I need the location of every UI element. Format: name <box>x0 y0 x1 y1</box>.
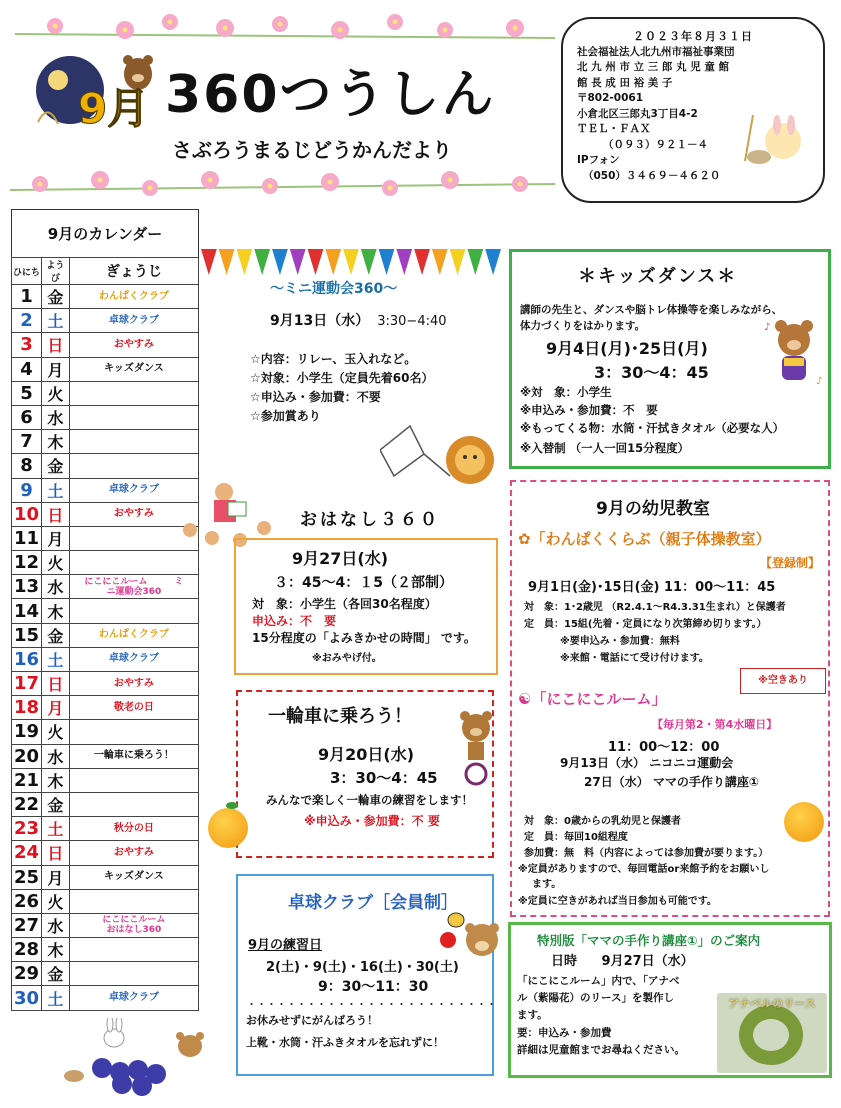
calendar-weekday: 土 <box>41 309 69 333</box>
undokai-date <box>270 310 447 330</box>
calendar-day: 19 <box>12 720 42 744</box>
niko-note-1b: ます。 <box>532 879 562 890</box>
bunting-flag <box>272 249 288 275</box>
takkyu-time: 9：30～11：30 <box>318 979 429 995</box>
calendar-event: にこにこルーム おはなし360 <box>69 913 198 937</box>
calendar-weekday: 月 <box>41 696 69 720</box>
calendar-weekday: 月 <box>41 865 69 889</box>
bunting-flag <box>379 249 395 275</box>
kids-dance-box <box>509 249 831 469</box>
calendar-weekday: 木 <box>41 430 69 454</box>
calendar-weekday: 日 <box>41 841 69 865</box>
bunting-flag <box>467 249 483 275</box>
calendar-weekday: 火 <box>41 889 69 913</box>
calendar-day: 24 <box>12 841 42 865</box>
calendar-event <box>69 454 198 478</box>
calendar-day: 25 <box>12 865 42 889</box>
calendar-event: 卓球クラブ <box>69 478 198 502</box>
calendar-row <box>12 938 199 962</box>
ohanashi-title: おはなし３６０ <box>300 510 440 530</box>
calendar-row <box>12 551 199 575</box>
calendar-row <box>12 986 199 1010</box>
month-badge <box>28 52 158 142</box>
kids-item: ※対 象：小学生 <box>520 385 612 399</box>
calendar-event: わんぱくクラブ <box>69 623 198 647</box>
director-name: 館 長 成 田 裕 美 子 <box>577 76 673 89</box>
bear-unicycle-icon <box>448 708 508 788</box>
niko-fee: 参加費：無 料（内容によっては参加費が要ります。） <box>524 848 769 859</box>
calendar-row <box>12 526 199 550</box>
ichirin-title: 一輪車に乗ろう！ <box>268 706 412 727</box>
tokubetsu-date-value: 9月27日（水） <box>601 954 694 969</box>
calendar-row <box>12 381 199 405</box>
undokai-details <box>250 350 433 426</box>
ip-number: （050）３４６９－４６２０ <box>583 169 721 182</box>
youji-title: 9月の幼児教室 <box>596 499 710 519</box>
calendar-weekday: 月 <box>41 357 69 381</box>
calendar-weekday: 水 <box>41 913 69 937</box>
tokubetsu-body-3: ます。 <box>517 1009 548 1021</box>
vacancy-badge: ※空きあり <box>740 668 826 694</box>
calendar-row <box>12 478 199 502</box>
calendar-row <box>12 309 199 333</box>
bunting-flag <box>237 249 253 275</box>
flower-garland-top <box>15 8 555 42</box>
calendar-event: おやすみ <box>69 333 198 357</box>
issue-date: ２０２３年８月３１日 <box>633 30 753 43</box>
takkyu-msg1: お休みせずにがんばろう！ <box>246 1014 378 1027</box>
calendar-weekday: 水 <box>41 405 69 429</box>
calendar-event <box>69 720 198 744</box>
calendar-event <box>69 430 198 454</box>
calendar-row <box>12 865 199 889</box>
niko-date-2: 27日（水） ママの手作り講座① <box>584 775 760 789</box>
calendar-row <box>12 623 199 647</box>
bunting-flag <box>396 249 412 275</box>
flower-garland-top-art <box>15 8 555 42</box>
calendar-row <box>12 672 199 696</box>
calendar-event <box>69 962 198 986</box>
ichirin-note: ※申込み・参加費：不 要 <box>304 814 440 828</box>
calendar-weekday: 日 <box>41 672 69 696</box>
bunting-flag <box>254 249 270 275</box>
calendar-title: 9月のカレンダー <box>11 209 199 257</box>
calendar-day: 4 <box>12 357 42 381</box>
ohanashi-note: ※おみやげ付。 <box>312 653 382 664</box>
calendar-weekday: 土 <box>41 817 69 841</box>
takkyu-msg2: 上靴・水筒・汗ふきタオルを忘れずに！ <box>246 1036 444 1049</box>
bunting-flag <box>325 249 341 275</box>
calendar-header-day: ひにち <box>12 258 42 285</box>
kids-intro-1: 講師の先生と、ダンスや脳トレ体操等を楽しみながら、 <box>520 304 783 316</box>
calendar-weekday: 土 <box>41 647 69 671</box>
ohanashi-time: ３：45～4：１5（２部制） <box>274 575 453 591</box>
calendar-weekday: 水 <box>41 744 69 768</box>
kids-date: 9月4日(月)･25日(月) <box>546 339 708 358</box>
calendar-day: 10 <box>12 502 42 526</box>
tokubetsu-date-label: 日時 <box>551 954 578 969</box>
month-badge-text: 9月 <box>78 84 150 133</box>
calendar-event: 敬老の日 <box>69 696 198 720</box>
undokai-item: ☆対象：小学生（定員先着60名） <box>250 371 434 385</box>
undokai-item: ☆参加賞あり <box>250 409 321 423</box>
calendar-weekday: 火 <box>41 720 69 744</box>
ichirin-desc: みんなで楽しく一輪車の練習をします！ <box>266 793 473 807</box>
bunting-flag <box>361 249 377 275</box>
youji-box <box>510 480 830 917</box>
takkyu-title: 卓球クラブ［会員制］ <box>288 893 458 913</box>
flower-garland-bottom-art <box>10 166 555 200</box>
tokubetsu-apply: 要：申込み・参加費 <box>517 1027 612 1039</box>
calendar-event: おやすみ <box>69 841 198 865</box>
svg-text:♪: ♪ <box>816 376 823 387</box>
niko-target: 対 象：0歳からの乳幼児と保護者 <box>524 816 681 827</box>
orange-fruit-icon <box>208 808 248 848</box>
calendar-row <box>12 768 199 792</box>
calendar-row <box>12 502 199 526</box>
calendar-event: キッズダンス <box>69 357 198 381</box>
calendar-header-event: ぎょうじ <box>69 258 198 285</box>
calendar-day: 15 <box>12 623 42 647</box>
wreath-photo <box>717 993 827 1073</box>
calendar-day: 18 <box>12 696 42 720</box>
calendar-event: おやすみ <box>69 502 198 526</box>
newsletter-title: 360つうしん <box>165 65 496 125</box>
undokai-title: ～ミニ運動会360～ <box>270 281 398 297</box>
calendar-event <box>69 405 198 429</box>
calendar-day: 9 <box>12 478 42 502</box>
calendar-event <box>69 768 198 792</box>
calendar-row <box>12 575 199 599</box>
wanpaku-capacity: 定 員：15組(先着・定員になり次第締め切ります。） <box>524 619 767 630</box>
orange-fruit-icon <box>784 802 824 842</box>
calendar-day: 23 <box>12 817 42 841</box>
calendar-row <box>12 720 199 744</box>
bunting-flag <box>485 249 501 275</box>
contact-info-box <box>561 17 825 203</box>
wanpaku-note-2: ※来館・電話にて受け付けます。 <box>560 653 709 664</box>
bunting-flag <box>290 249 306 275</box>
calendar-event <box>69 792 198 816</box>
calendar-weekday: 日 <box>41 502 69 526</box>
calendar-row <box>12 647 199 671</box>
leaf-icon <box>226 802 238 809</box>
wanpaku-date: 9月1日(金)･15日(金) 11：00～11：45 <box>528 580 776 595</box>
calendar-day: 28 <box>12 938 42 962</box>
niko-tag: 【毎月第2・第4水曜日】 <box>652 718 778 731</box>
niko-title-text: 「にこにこルーム」 <box>531 690 667 708</box>
orange-flower-icon: ✿ <box>518 530 531 548</box>
calendar-event: にこにこルーム ミ ニ運動会360 <box>69 575 198 599</box>
niko-date-1: 9月13日（水） ニコニコ運動会 <box>560 756 734 770</box>
ohanashi-desc: 15分程度の「よみきかせの時間」 です。 <box>252 631 476 645</box>
calendar-row <box>12 913 199 937</box>
svg-text:♪: ♪ <box>764 322 771 333</box>
wanpaku-title <box>518 528 771 549</box>
address: 小倉北区三郎丸3丁目4-2 <box>577 107 698 120</box>
wanpaku-tag: 【登録制】 <box>759 556 820 570</box>
calendar-event: キッズダンス <box>69 865 198 889</box>
calendar-weekday: 金 <box>41 962 69 986</box>
wanpaku-note-1: ※要申込み・参加費：無料 <box>560 636 680 647</box>
calendar-row <box>12 889 199 913</box>
niko-title <box>518 688 666 709</box>
kids-time: 3：30～4：45 <box>594 363 709 382</box>
calendar-day: 21 <box>12 768 42 792</box>
calendar-weekday: 土 <box>41 986 69 1010</box>
calendar-weekday: 金 <box>41 623 69 647</box>
calendar-day: 13 <box>12 575 42 599</box>
tokubetsu-body-1: 「にこにこルーム」内で、「アナベ <box>517 975 680 987</box>
calendar-weekday: 金 <box>41 285 69 309</box>
ohanashi-date: 9月27日(水) <box>292 549 389 568</box>
bunting-flag <box>414 249 430 275</box>
wreath-ring-icon <box>739 1005 803 1065</box>
lion-flag-icon <box>380 420 500 500</box>
ohanashi-target: 対 象：小学生（各回30名程度） <box>252 597 437 611</box>
calendar-day: 17 <box>12 672 42 696</box>
calendar-row <box>12 696 199 720</box>
calendar-event: おやすみ <box>69 672 198 696</box>
ohanashi-box <box>234 538 498 675</box>
calendar-event: わんぱくクラブ <box>69 285 198 309</box>
calendar-row <box>12 405 199 429</box>
calendar-weekday: 水 <box>41 575 69 599</box>
calendar-header-dow: ようび <box>41 258 69 285</box>
calendar-event <box>69 599 198 623</box>
calendar-row <box>12 333 199 357</box>
calendar-row <box>12 285 199 309</box>
takkyu-subtitle: 9月の練習日 <box>248 938 323 953</box>
bunting-flag <box>343 249 359 275</box>
wreath-photo-label: アナベルのリース <box>728 997 816 1010</box>
tokubetsu-title: 特別版「ママの手作り講座①」のご案内 <box>537 933 761 948</box>
kids-intro-2: 体力づくりをはかります。 <box>520 320 646 332</box>
bunting-flag <box>432 249 448 275</box>
calendar-event <box>69 381 198 405</box>
undokai-item: ☆内容：リレー、玉入れなど。 <box>250 352 417 366</box>
kids-item: ※入替制 （一人一回15分程度） <box>520 441 690 455</box>
calendar-day: 26 <box>12 889 42 913</box>
facility-name: 北 九 州 市 立 三 郎 丸 児 童 館 <box>577 61 730 73</box>
calendar-table <box>11 257 199 1011</box>
calendar-day: 14 <box>12 599 42 623</box>
calendar-day: 11 <box>12 526 42 550</box>
calendar-weekday: 火 <box>41 381 69 405</box>
undokai-time: 3:30−4:40 <box>377 314 447 329</box>
undokai-date-text: 9月13日（水） <box>270 313 370 329</box>
calendar-day: 5 <box>12 381 42 405</box>
wanpaku-target: 対 象：1･2歳児 （R2.4.1～R4.3.31生まれ）と保護者 <box>524 602 786 613</box>
calendar-day: 2 <box>12 309 42 333</box>
ip-label: IPフォン <box>577 154 620 166</box>
calendar-weekday: 木 <box>41 768 69 792</box>
calendar-weekday: 日 <box>41 333 69 357</box>
niko-note-1: ※定員がありますので、毎回電話or来館予約をお願いし <box>518 864 770 875</box>
calendar-row <box>12 792 199 816</box>
calendar-row <box>12 817 199 841</box>
calendar-weekday: 火 <box>41 551 69 575</box>
rabbit-mochi-icon <box>739 111 809 171</box>
calendar-row <box>12 430 199 454</box>
calendar-row <box>12 744 199 768</box>
calendar-event: 卓球クラブ <box>69 647 198 671</box>
calendar-row <box>12 599 199 623</box>
calendar-day: 8 <box>12 454 42 478</box>
calendar-event: 一輪車に乗ろう！ <box>69 744 198 768</box>
calendar-day: 7 <box>12 430 42 454</box>
calendar-day: 22 <box>12 792 42 816</box>
bunting-flag <box>308 249 324 275</box>
tokubetsu-body-2: ル（紫陽花）のリース」を製作し <box>517 992 674 1004</box>
calendar-event <box>69 889 198 913</box>
calendar-event <box>69 938 198 962</box>
undokai-item: ☆申込み・参加費：不要 <box>250 390 381 404</box>
ichirin-time: 3：30～4：45 <box>330 769 438 787</box>
tokubetsu-detail: 詳細は児童館までお尋ねください。 <box>517 1044 685 1056</box>
postal-code: 〒802-0061 <box>577 92 643 104</box>
calendar-row <box>12 962 199 986</box>
calendar-event: 卓球クラブ <box>69 986 198 1010</box>
tel-number: （０９３）９２１－４ <box>603 138 708 151</box>
calendar-weekday: 金 <box>41 454 69 478</box>
calendar-header-row <box>12 258 199 285</box>
tel-label: ＴＥＬ・ＦＡＸ <box>577 123 651 135</box>
calendar-row <box>12 454 199 478</box>
calendar-day: 30 <box>12 986 42 1010</box>
bunting-flag <box>201 249 217 275</box>
tokubetsu-date <box>551 950 694 969</box>
bunting-flag <box>219 249 235 275</box>
ohanashi-apply: 申込み：不 要 <box>252 614 337 628</box>
calendar-day: 27 <box>12 913 42 937</box>
bunting-flag <box>450 249 466 275</box>
niko-time: 11：00～12：00 <box>608 740 720 755</box>
calendar-weekday: 木 <box>41 599 69 623</box>
wanpaku-title-text: 「わんぱくくらぶ（親子体操教室） <box>530 530 771 548</box>
calendar-weekday: 月 <box>41 526 69 550</box>
newsletter-subtitle: さぶろうまるじどうかんだより <box>172 138 452 162</box>
calendar-day: 3 <box>12 333 42 357</box>
calendar-event: 卓球クラブ <box>69 309 198 333</box>
calendar-day: 16 <box>12 647 42 671</box>
calendar-day: 6 <box>12 405 42 429</box>
niko-capacity: 定 員：毎回10組程度 <box>524 832 628 843</box>
calendar-weekday: 金 <box>41 792 69 816</box>
calendar-day: 29 <box>12 962 42 986</box>
calendar-day: 12 <box>12 551 42 575</box>
kids-title: ＊キッズダンス＊ <box>578 266 738 287</box>
takkyu-dates: 2(土)・9(土)・16(土)・30(土) <box>266 960 459 975</box>
flower-garland-bottom <box>10 166 555 200</box>
calendar-day: 20 <box>12 744 42 768</box>
niko-note-2: ※定員に空きがあれば当日参加も可能です。 <box>518 896 717 907</box>
calendar-row <box>12 841 199 865</box>
kids-item: ※もってくる物：水筒・汗拭きタオル（必要な人） <box>520 421 785 435</box>
takkyu-divider: ・・・・・・・・・・・・・・・・・・・・・・・・・ <box>246 998 496 1011</box>
bee-bear-pingpong-icon <box>436 906 506 976</box>
calendar-event: 秋分の日 <box>69 817 198 841</box>
calendar-day: 1 <box>12 285 42 309</box>
ichirin-date: 9月20日(水) <box>318 745 415 764</box>
org-name: 社会福祉法人北九州市福祉事業団 <box>577 45 735 58</box>
calendar-weekday: 木 <box>41 938 69 962</box>
calendar-weekday: 土 <box>41 478 69 502</box>
calendar-row <box>12 357 199 381</box>
dancing-bear-icon <box>762 318 826 398</box>
animals-grapes-icon <box>62 1018 212 1098</box>
kids-item: ※申込み・参加費：不 要 <box>520 403 658 417</box>
bunting-flags <box>201 249 503 277</box>
pink-flower-icon: ☯ <box>518 690 532 708</box>
